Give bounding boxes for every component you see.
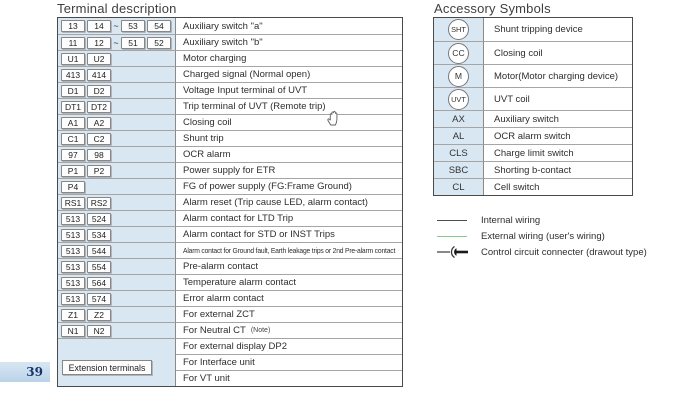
terminal-description-text: Power supply for ETR xyxy=(183,165,276,176)
terminal-description-text: Alarm contact for Ground fault, Earth leakage trips or 2nd Pre-alarm contact xyxy=(183,246,396,255)
terminal-cells xyxy=(58,130,176,146)
terminal-cell: C1 xyxy=(61,133,85,145)
terminal-row xyxy=(58,338,402,354)
accessory-description-text: Motor(Motor charging device) xyxy=(494,70,619,82)
terminal-section-title: Terminal description xyxy=(57,1,177,16)
terminal-description-text: Alarm contact for STD or INST Trips xyxy=(183,229,335,240)
terminal-description-text: Alarm reset (Trip cause LED, alarm contact) xyxy=(183,197,368,208)
terminal-description xyxy=(176,178,402,194)
accessory-rows xyxy=(434,18,632,195)
accessory-description xyxy=(484,110,632,127)
terminal-description-text: Closing coil xyxy=(183,117,232,128)
accessory-row xyxy=(434,64,632,87)
accessory-symbol-cell xyxy=(434,64,484,87)
terminal-description xyxy=(176,354,402,370)
accessory-symbols-table xyxy=(433,17,633,196)
accessory-symbol-cell xyxy=(434,161,484,178)
terminal-row xyxy=(58,114,402,130)
accessory-row xyxy=(434,144,632,161)
legend-label: External wiring (user's wiring) xyxy=(481,230,605,242)
terminal-row xyxy=(58,50,402,66)
accessory-description-text: Auxiliary switch xyxy=(494,113,559,125)
terminal-cell: 564 xyxy=(87,277,111,289)
terminal-cell: 414 xyxy=(87,69,111,81)
terminal-cell: RS2 xyxy=(87,197,111,209)
terminal-cells xyxy=(58,114,176,130)
terminal-cell: Z1 xyxy=(61,309,85,321)
accessory-symbol-cell xyxy=(434,178,484,195)
terminal-cell: 413 xyxy=(61,69,85,81)
terminal-description-text: For external display DP2 xyxy=(183,341,288,352)
accessory-symbol-cell xyxy=(434,127,484,144)
terminal-cell: 13 xyxy=(61,20,85,32)
accessory-description-text: OCR alarm switch xyxy=(494,130,571,142)
accessory-description xyxy=(484,41,632,64)
terminal-description xyxy=(176,18,402,34)
terminal-cell: 513 xyxy=(61,293,85,305)
terminal-cells xyxy=(58,194,176,210)
accessory-symbol-al: AL xyxy=(452,130,465,142)
terminal-cell: U2 xyxy=(87,53,111,65)
terminal-description xyxy=(176,130,402,146)
terminal-description xyxy=(176,194,402,210)
terminal-cell: A1 xyxy=(61,117,85,129)
tilde-separator: ~ xyxy=(113,37,119,48)
accessory-description-text: Shorting b-contact xyxy=(494,164,572,176)
accessory-description xyxy=(484,18,632,41)
legend-item-internal-wiring xyxy=(437,212,647,228)
accessory-description xyxy=(484,144,632,161)
terminal-description xyxy=(176,338,402,354)
terminal-row xyxy=(58,66,402,82)
terminal-cell: 513 xyxy=(61,213,85,225)
page-number: 39 xyxy=(26,365,43,379)
terminal-description-text: For Interface unit xyxy=(183,357,255,368)
terminal-cells xyxy=(58,82,176,98)
terminal-description xyxy=(176,82,402,98)
terminal-cells xyxy=(58,66,176,82)
terminal-description xyxy=(176,162,402,178)
terminal-description xyxy=(176,210,402,226)
terminal-cells xyxy=(58,226,176,242)
note-label: (Note) xyxy=(250,327,271,334)
tilde-separator: ~ xyxy=(113,21,119,31)
terminal-row xyxy=(58,34,402,50)
accessory-description xyxy=(484,127,632,144)
accessory-symbol-sbc: SBC xyxy=(448,164,469,176)
accessory-description xyxy=(484,64,632,87)
terminal-cell: P1 xyxy=(61,165,85,177)
terminal-row xyxy=(58,82,402,98)
accessory-symbol-cell xyxy=(434,41,484,64)
terminal-row xyxy=(58,242,402,258)
terminal-cells xyxy=(58,338,176,354)
terminal-cell: 98 xyxy=(87,149,111,161)
terminal-cell: 51 xyxy=(121,37,145,49)
terminal-description-text: Temperature alarm contact xyxy=(183,277,296,288)
terminal-description xyxy=(176,370,402,386)
legend-item-connector xyxy=(437,244,647,260)
accessory-row xyxy=(434,18,632,41)
terminal-row xyxy=(58,274,402,290)
accessory-description-text: Closing coil xyxy=(494,47,543,59)
terminal-row xyxy=(58,290,402,306)
accessory-description-text: UVT coil xyxy=(494,93,530,105)
page-number-bar xyxy=(0,362,50,382)
terminal-description xyxy=(176,226,402,242)
terminal-cells xyxy=(58,34,176,50)
terminal-cell: 513 xyxy=(61,277,85,289)
accessory-row xyxy=(434,87,632,110)
external-wiring-line-icon xyxy=(437,236,471,237)
terminal-row xyxy=(58,162,402,178)
wiring-legend xyxy=(437,212,647,260)
terminal-cells xyxy=(58,178,176,194)
terminal-row xyxy=(58,306,402,322)
terminal-cell: A2 xyxy=(87,117,111,129)
terminal-cell: 97 xyxy=(61,149,85,161)
hand-cursor-icon xyxy=(326,110,341,126)
accessory-row xyxy=(434,161,632,178)
terminal-description-text: OCR alarm xyxy=(183,149,231,160)
terminal-description-text: FG of power supply (FG:Frame Ground) xyxy=(183,181,352,192)
terminal-row xyxy=(58,146,402,162)
accessory-row xyxy=(434,178,632,195)
accessory-symbol-cc: CC xyxy=(448,43,469,64)
terminal-cell: 14 xyxy=(87,20,111,32)
terminal-cells xyxy=(58,146,176,162)
terminal-cell: 54 xyxy=(147,20,171,32)
legend-label: Internal wiring xyxy=(481,214,541,226)
terminal-cell: 513 xyxy=(61,245,85,257)
extension-terminals-box: Extension terminals xyxy=(62,360,152,375)
terminal-description-table xyxy=(57,17,403,387)
accessory-symbol-cell xyxy=(434,18,484,41)
terminal-description-text: For Neutral CT xyxy=(183,325,246,336)
accessory-symbol-uvt: UVT xyxy=(448,89,469,110)
terminal-description xyxy=(176,114,402,130)
terminal-cell: 513 xyxy=(61,229,85,241)
terminal-row xyxy=(58,194,402,210)
accessory-description-text: Shunt tripping device xyxy=(494,24,583,35)
accessory-symbol-cell xyxy=(434,87,484,110)
drawout-connector-icon xyxy=(437,246,471,258)
accessory-description-text: Cell switch xyxy=(494,181,540,193)
accessory-symbol-sht: SHT xyxy=(448,19,469,40)
terminal-description-text: Alarm contact for LTD Trip xyxy=(183,213,294,224)
terminal-description xyxy=(176,50,402,66)
terminal-cell: 524 xyxy=(87,213,111,225)
accessory-row xyxy=(434,127,632,144)
terminal-cell: 544 xyxy=(87,245,111,257)
accessory-description-text: Charge limit switch xyxy=(494,147,574,159)
terminal-description xyxy=(176,242,402,258)
terminal-cells xyxy=(58,50,176,66)
terminal-cell: 12 xyxy=(87,37,111,49)
terminal-description-text: Trip terminal of UVT (Remote trip) xyxy=(183,101,326,112)
terminal-description-text: Voltage Input terminal of UVT xyxy=(183,85,308,96)
terminal-description-text: Charged signal (Normal open) xyxy=(183,69,311,80)
accessory-symbol-m: M xyxy=(448,66,469,87)
terminal-cells xyxy=(58,242,176,258)
terminal-cells xyxy=(58,322,176,338)
terminal-cell: N1 xyxy=(61,325,85,337)
terminal-description xyxy=(176,274,402,290)
legend-item-external-wiring xyxy=(437,228,647,244)
accessory-row xyxy=(434,41,632,64)
terminal-cells xyxy=(58,98,176,114)
internal-wiring-line-icon xyxy=(437,220,471,221)
terminal-cells xyxy=(58,274,176,290)
accessory-symbol-cell xyxy=(434,144,484,161)
terminal-rows xyxy=(58,18,402,386)
terminal-cell: 513 xyxy=(61,261,85,273)
terminal-row xyxy=(58,322,402,338)
terminal-description-text: Auxiliary switch "a" xyxy=(183,20,263,32)
terminal-description-text: Auxiliary switch "b" xyxy=(183,37,263,48)
terminal-cell: D2 xyxy=(87,85,111,97)
accessory-symbol-cls: CLS xyxy=(449,147,468,159)
terminal-cell: N2 xyxy=(87,325,111,337)
terminal-cells xyxy=(58,258,176,274)
terminal-description xyxy=(176,322,402,338)
terminal-cell: DT1 xyxy=(61,101,85,113)
terminal-cell: 534 xyxy=(87,229,111,241)
terminal-description-text: Error alarm contact xyxy=(183,293,264,304)
terminal-description xyxy=(176,98,402,114)
terminal-cell: Z2 xyxy=(87,309,111,321)
terminal-row xyxy=(58,130,402,146)
terminal-row xyxy=(58,178,402,194)
terminal-cell: 554 xyxy=(87,261,111,273)
terminal-cells xyxy=(58,18,176,34)
accessory-description xyxy=(484,178,632,195)
terminal-description-text: For external ZCT xyxy=(183,309,255,320)
terminal-description-text: Shunt trip xyxy=(183,133,224,144)
terminal-cell: DT2 xyxy=(87,101,111,113)
terminal-row xyxy=(58,18,402,34)
accessory-symbol-ax: AX xyxy=(452,113,465,125)
accessory-description xyxy=(484,87,632,110)
terminal-cell: C2 xyxy=(87,133,111,145)
legend-label: Control circuit connecter (drawout type) xyxy=(481,246,647,258)
terminal-description-text: For VT unit xyxy=(183,373,230,384)
terminal-cells xyxy=(58,306,176,322)
terminal-cells xyxy=(58,290,176,306)
terminal-description xyxy=(176,290,402,306)
accessory-section-title: Accessory Symbols xyxy=(434,1,551,16)
terminal-cells xyxy=(58,162,176,178)
terminal-description-text: Pre-alarm contact xyxy=(183,261,258,272)
terminal-cell: P2 xyxy=(87,165,111,177)
terminal-row xyxy=(58,258,402,274)
accessory-description xyxy=(484,161,632,178)
terminal-description xyxy=(176,258,402,274)
terminal-description xyxy=(176,66,402,82)
terminal-cell: 574 xyxy=(87,293,111,305)
accessory-symbol-cell xyxy=(434,110,484,127)
terminal-cells xyxy=(58,210,176,226)
terminal-description xyxy=(176,34,402,50)
terminal-description xyxy=(176,306,402,322)
terminal-cell: U1 xyxy=(61,53,85,65)
accessory-symbol-cl: CL xyxy=(452,181,465,193)
terminal-cell: 53 xyxy=(121,20,145,32)
terminal-cell: P4 xyxy=(61,181,85,193)
terminal-row xyxy=(58,210,402,226)
terminal-row xyxy=(58,226,402,242)
terminal-cell: RS1 xyxy=(61,197,85,209)
terminal-row xyxy=(58,98,402,114)
terminal-description xyxy=(176,146,402,162)
terminal-cell: 52 xyxy=(147,37,171,49)
terminal-cell: D1 xyxy=(61,85,85,97)
terminal-cell: 11 xyxy=(61,37,85,49)
terminal-description-text: Motor charging xyxy=(183,53,247,64)
accessory-row xyxy=(434,110,632,127)
